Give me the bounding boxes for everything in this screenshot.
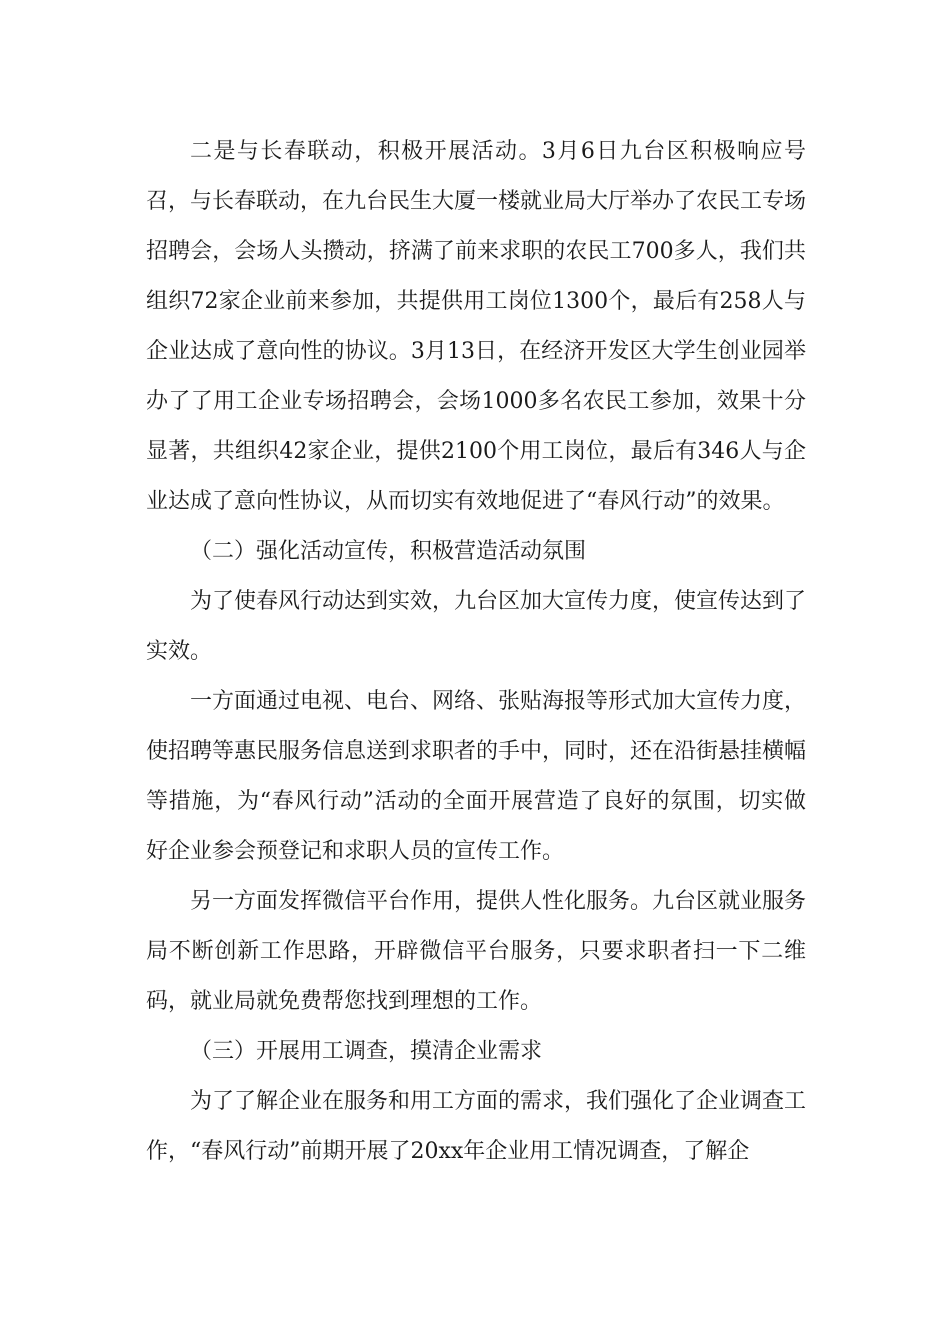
document-body [146, 127, 806, 1177]
paragraph-media-publicity: 一方面通过电视、电台、网络、张贴海报等形式加大宣传力度，使招聘等惠民服务信息送到求职者的手中，同时，还在沿街悬挂横幅等措施，为“春风行动”活动的全面开展营造了良好的氛围，切实做好企业参会预登记和求职人员的宣传工作。 [146, 689, 807, 864]
section-heading-employment-survey: （三）开展用工调查，摸清企业需求 [190, 1039, 543, 1064]
paragraph-linkage-activities: 二是与长春联动，积极开展活动。3月6日九台区积极响应号召，与长春联动，在九台民生大厦一楼就业局大厅举办了农民工专场招聘会，会场人头攒动，挤满了前来求职的农民工700多人，我们共组织72家企业前来参加，共提供用工岗位1300个，最后有258人与企业达成了意向性的协议。3月13日，在经济开发区大学生创业园举办了了用工企业专场招聘会，会场1000多名农民工参加，效果十分显著，共组织42家企业，提供2100个用工岗位，最后有346人与企业达成了意向性协议，从而切实有效地促进了“春风行动”的效果。 [146, 139, 807, 514]
paragraph-enterprise-survey: 为了了解企业在服务和用工方面的需求，我们强化了企业调查工作，“春风行动”前期开展了20xx年企业用工情况调查，了解企 [146, 1089, 807, 1164]
paragraph-wechat-platform: 另一方面发挥微信平台作用，提供人性化服务。九台区就业服务局不断创新工作思路，开辟微信平台服务，只要求职者扫一下二维码，就业局就免费帮您找到理想的工作。 [146, 889, 807, 1014]
section-heading-publicity: （二）强化活动宣传，积极营造活动氛围 [190, 539, 587, 564]
paragraph-publicity-intro: 为了使春风行动达到实效，九台区加大宣传力度，使宣传达到了实效。 [146, 589, 807, 664]
